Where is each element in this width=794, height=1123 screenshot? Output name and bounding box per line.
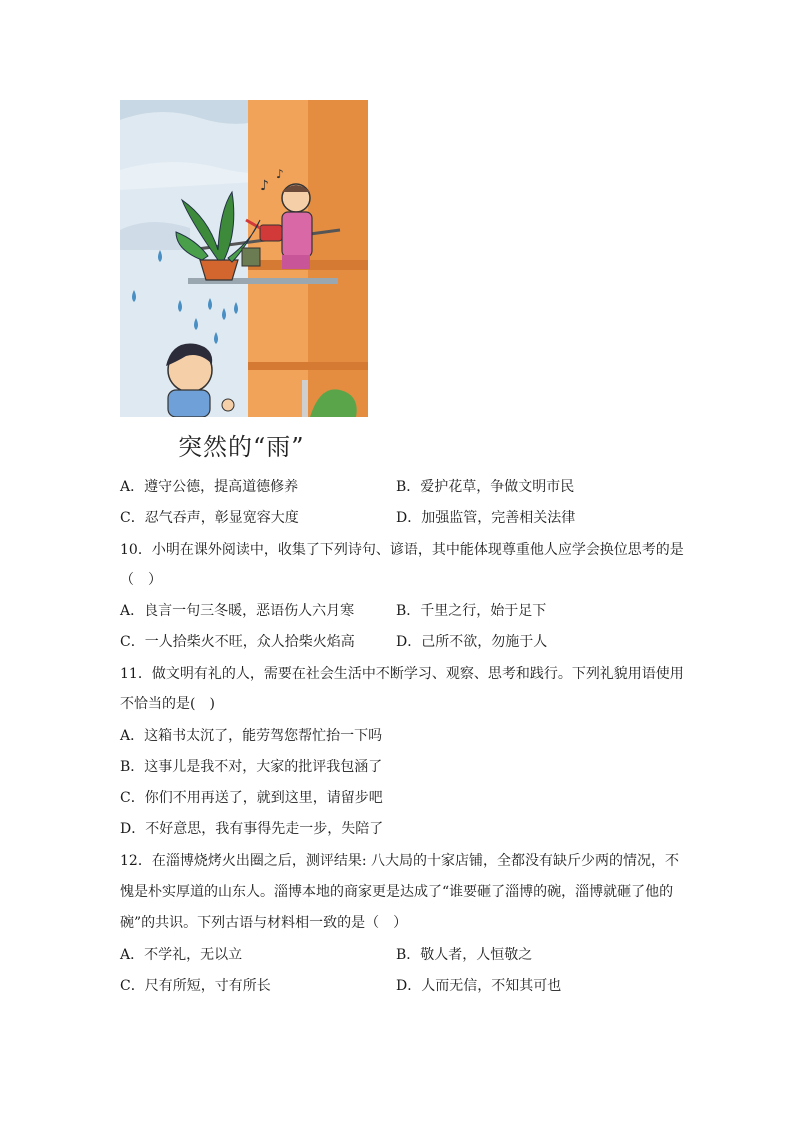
q12-stem-line1: 12．在淄博烧烤火出圈之后，测评结果: 八大局的十家店铺，全都没有缺斤少两的情况，不 bbox=[120, 853, 679, 869]
q12-option-c: C．尺有所短，寸有所长 bbox=[120, 978, 271, 994]
q9-option-b: B．爱护花草，争做文明市民 bbox=[396, 479, 575, 495]
q10-option-d: D．己所不欲，勿施于人 bbox=[396, 634, 548, 650]
q9-option-a: A．遵守公德，提高道德修养 bbox=[120, 479, 299, 495]
q11-stem-line1: 11．做文明有礼的人，需要在社会生活中不断学习、观察、思考和践行。下列礼貌用语使用 bbox=[120, 666, 684, 682]
q10-stem-line1: 10．小明在课外阅读中，收集了下列诗句、谚语，其中能体现尊重他人应学会换位思考的是 bbox=[120, 542, 684, 558]
q9-option-c: C．忍气吞声，彰显宽容大度 bbox=[120, 510, 299, 526]
illustration-caption: 突然的“雨” bbox=[178, 433, 305, 461]
q11-option-b: B．这事儿是我不对，大家的批评我包涵了 bbox=[120, 759, 383, 775]
q12-stem-line2: 愧是朴实厚道的山东人。淄博本地的商家更是达成了“谁要砸了淄博的碗，淄博就砸了他的 bbox=[120, 884, 674, 900]
svg-text:♪: ♪ bbox=[276, 167, 284, 181]
q10-option-a: A．良言一句三冬暖，恶语伤人六月寒 bbox=[120, 603, 355, 619]
q12-option-a: A．不学礼，无以立 bbox=[120, 947, 243, 963]
cartoon-illustration bbox=[120, 100, 368, 417]
q11-stem-line2: 不恰当的是( ) bbox=[120, 696, 215, 712]
q11-option-a: A．这箱书太沉了，能劳驾您帮忙抬一下吗 bbox=[120, 728, 383, 744]
q12-option-b: B．敬人者，人恒敬之 bbox=[396, 947, 533, 963]
q10-option-c: C．一人拾柴火不旺，众人拾柴火焰高 bbox=[120, 634, 355, 650]
q12-option-d: D．人而无信，不知其可也 bbox=[396, 978, 562, 994]
q12-stem-line3: 碗”的共识。下列古语与材料相一致的是（ ） bbox=[120, 915, 408, 931]
q10-option-b: B．千里之行，始于足下 bbox=[396, 603, 547, 619]
svg-text:♪: ♪ bbox=[260, 178, 269, 194]
q9-option-d: D．加强监管，完善相关法律 bbox=[396, 510, 576, 526]
q11-option-c: C．你们不用再送了，就到这里，请留步吧 bbox=[120, 790, 383, 806]
q10-stem-line2: （ ） bbox=[120, 572, 162, 588]
q11-option-d: D．不好意思，我有事得先走一步，失陪了 bbox=[120, 821, 384, 837]
